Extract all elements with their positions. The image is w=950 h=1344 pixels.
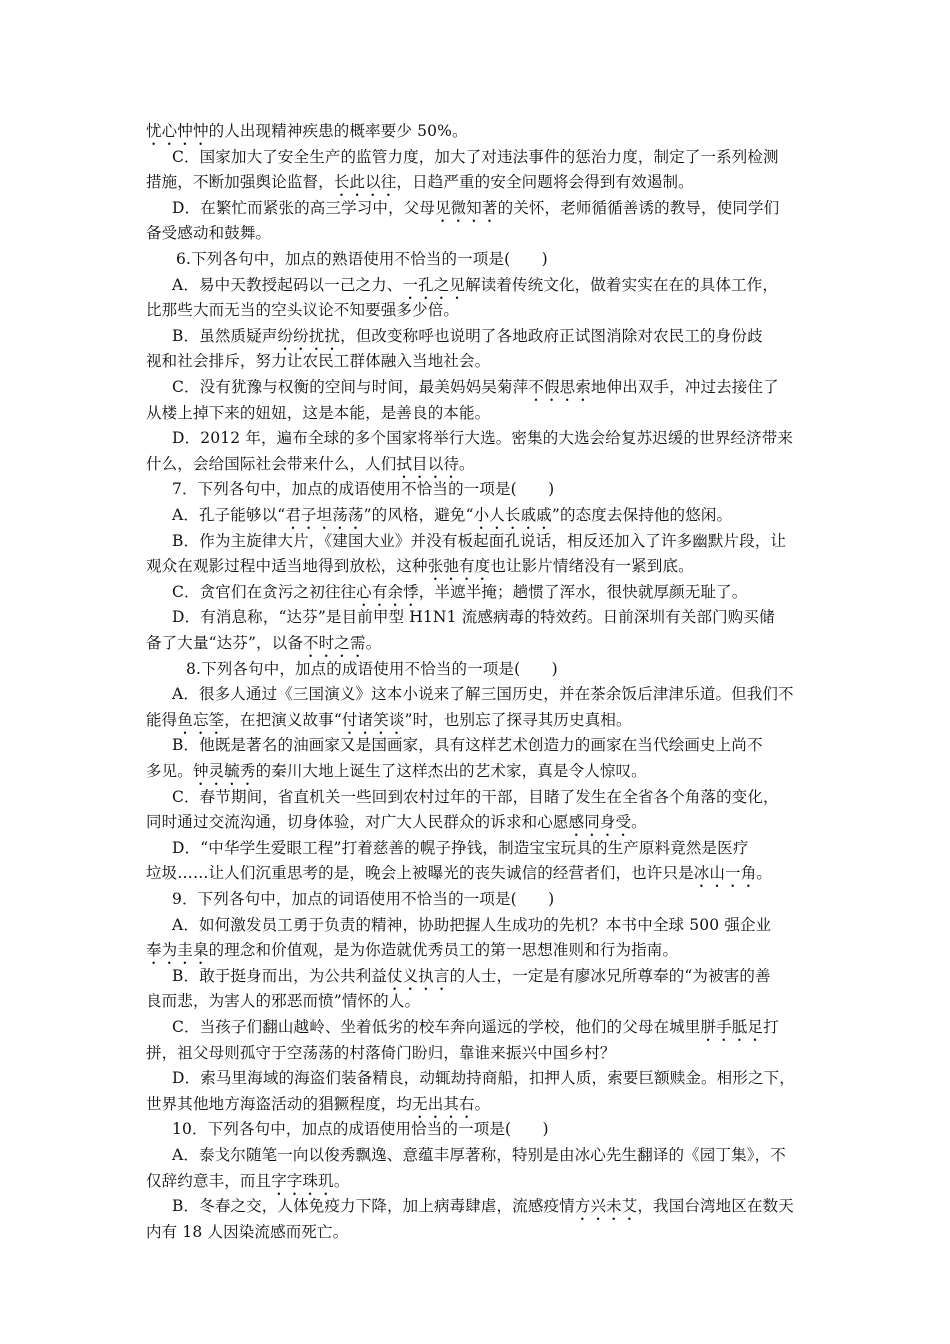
emphasized-phrase: 奉为圭臬 (146, 941, 209, 959)
text-line (146, 684, 794, 704)
text-run: 从楼上掉下来的妞妞，这是本能，是善良的本能。 (146, 404, 491, 422)
text-run: ”的风格，避免“ (363, 506, 474, 524)
text-run: C．国家加大了安全生产的监管力度，加大了对违法事件的惩治力度，制定了一系列检测 (172, 148, 779, 166)
text-run: C．当孩子们翻山越岭、坐着低劣的校车奔向遥远的学校，他们的父母在城里 (172, 1018, 701, 1036)
text-run: 。 (365, 634, 382, 652)
text-line (146, 531, 786, 551)
text-run: ”的态度去保持他的悠闲。 (551, 506, 733, 524)
text-line (146, 147, 779, 167)
text-line (146, 326, 763, 354)
text-run: 拼，祖父母则孤守于空荡荡的村落倚门盼归，靠谁来振兴中国乡村？ (146, 1044, 616, 1062)
text-run: 仅辞约意丰，而且 (146, 1172, 272, 1190)
text-run: A．很多人通过《三国演义》这本小说来了解三国历史，并在茶余饭后津津乐道。但我们不 (172, 685, 794, 703)
text-line (146, 505, 732, 533)
text-run: 良而悲，为害人的邪恶而愤”情怀的人。 (146, 992, 421, 1010)
text-line (146, 1196, 794, 1224)
text-run: 比那些大而无当的空头议论不知要强多少倍。 (146, 301, 460, 319)
text-line (146, 787, 779, 807)
emphasized-phrase: 字字珠玑 (271, 1172, 334, 1190)
text-line (146, 1145, 786, 1165)
text-line (146, 556, 694, 584)
text-run: ，在把演义故事“ (224, 711, 342, 729)
text-run: 垃圾……让人们沉重思考的是，晚会上被曝光的丧失诚信的经营者们，也许只是 (146, 864, 694, 882)
text-run: 能得 (146, 711, 178, 729)
text-line (146, 1068, 795, 1088)
text-line (146, 735, 763, 755)
text-run: B．敢于挺身而出，为公共利益 (172, 967, 387, 985)
text-run: 。 (631, 813, 647, 831)
text-run: 打 (763, 1018, 779, 1036)
text-run: 什么，会给国际社会带来什么，人们 (146, 455, 397, 473)
text-run: A．易中天教授起码以一己之力、 (172, 276, 403, 294)
text-run: A．泰戈尔随笔一向以俊秀飘逸、意蕴丰厚著称，特别是由冰心先生翻译的《园丁集》，不 (172, 1146, 786, 1164)
text-run: A．孔子能够以“ (172, 506, 286, 524)
text-line (146, 1171, 349, 1199)
emphasized-phrase: 君子坦荡荡 (285, 506, 364, 524)
emphasized-phrase: 长此以往 (333, 173, 397, 191)
text-run: 多见。 (146, 762, 193, 780)
text-run: B．虽然质疑声 (172, 327, 278, 345)
text-run: 。 (474, 1095, 491, 1113)
emphasized-phrase: 感同身受 (568, 813, 632, 831)
text-line (146, 838, 748, 858)
text-run: D．在繁忙而紧张的高三学习中，父母 (172, 199, 435, 217)
text-run: ，半遮半掩；趟惯了浑水，很快就厚颜无耻了。 (418, 583, 748, 601)
text-run: 。 (756, 864, 773, 882)
text-line (146, 275, 778, 303)
text-line (146, 940, 678, 968)
text-line (146, 1017, 779, 1045)
text-run: B．作为主旋律大片，《建国大业》并没有板起面孔说话，相反还加入了许多幽默片段，让 (172, 532, 787, 550)
emphasized-phrase: 小人长戚戚 (473, 506, 552, 524)
text-line (146, 351, 490, 371)
text-line (146, 1043, 616, 1063)
text-run: 的理念和价值观，是为你造就优秀员工的第一思想准则和行为指南。 (208, 941, 679, 959)
text-run: 同时通过交流沟通，切身体验，对广大人民群众的诉求和心愿 (146, 813, 569, 831)
text-line (146, 633, 381, 661)
text-run: 解读着传统文化，做着实实在在的具体工作， (465, 276, 779, 294)
text-line (146, 582, 747, 610)
text-line (146, 761, 647, 789)
text-run: D．索马里海域的海盗们装备精良，动辄劫持商船，扣押人质，索要巨额赎金。相形之下， (172, 1069, 795, 1087)
text-run: D．有消息称，“达芬”是目前甲型 H1N1 流感病毒的特效药。日前深圳有关部门购买储 (172, 608, 775, 626)
text-line (146, 863, 772, 891)
text-line (146, 1222, 348, 1242)
text-run: 备受感动和鼓舞。 (146, 224, 272, 242)
text-line (146, 198, 779, 226)
text-line (146, 915, 771, 935)
text-run: D．“中华学生爱眼工程”打着慈善的幌子挣钱，制造宝宝玩具的生产原料竟然是医疗 (172, 839, 749, 857)
text-line (146, 428, 793, 448)
text-line (146, 991, 420, 1011)
emphasized-phrase: 不假思索 (528, 378, 591, 396)
emphasized-phrase: 鱼忘筌 (177, 711, 225, 729)
text-line (146, 454, 475, 482)
text-run: 。 (333, 1172, 350, 1190)
text-run: 8.下列各句中，加点的成语使用不恰当的一项是( ) (186, 660, 558, 678)
emphasized-phrase: 忧心忡忡 (146, 122, 209, 140)
text-run: B．冬春之交，人体免疫力下降，加上病毒肆虐，流感疫情 (172, 1197, 575, 1215)
text-run: ，我国台湾地区在数天 (637, 1197, 794, 1215)
text-run: 内有 18 人因染流感而死亡。 (146, 1223, 349, 1241)
text-run: D．2012 年，遍布全球的多个国家将举行大选。密集的大选会给复苏迟缓的世界经济带来 (172, 429, 794, 447)
text-run: 观众在观影过程中适当地得到放松，这种 (146, 557, 428, 575)
emphasized-phrase: 张弛有度 (427, 557, 491, 575)
text-run: A．如何激发员工勇于负责的精神，协助把握人生成功的先机？本书中全球 500 强企业 (172, 916, 772, 934)
emphasized-phrase: 拭目以待 (396, 455, 460, 473)
text-line (146, 249, 548, 269)
text-line (146, 1119, 549, 1139)
emphasized-phrase: 胼手胝足 (700, 1018, 764, 1036)
text-line (146, 889, 554, 909)
emphasized-phrase: 不时之需 (303, 634, 366, 652)
text-run: C．春节期间，省直机关一些回到农村过年的干部，目睹了发生在全省各个角落的变化， (172, 788, 779, 806)
emphasized-phrase: 钟灵毓秀 (192, 762, 256, 780)
text-line (146, 479, 554, 499)
emphasized-phrase: 纷纷扰扰 (277, 327, 341, 345)
text-run: C．贪官们在贪污之初往往 (172, 583, 357, 601)
emphasized-phrase: 心有余悸 (356, 583, 419, 601)
text-line (146, 659, 558, 679)
text-run: 也让影片情绪没有一紧到底。 (490, 557, 694, 575)
text-run: ”时，也别忘了探寻其历史真相。 (404, 711, 632, 729)
text-run: 的关怀，老师循循善诱的教导，使同学们 (497, 199, 780, 217)
emphasized-phrase: 冰山一角 (693, 864, 757, 882)
text-line (146, 377, 779, 405)
text-line (146, 1094, 490, 1122)
text-run: B．他既是著名的油画家又是国画家，具有这样艺术创造力的画家在当代绘画史上尚不 (172, 736, 763, 754)
text-line (146, 172, 694, 200)
text-run: 7．下列各句中，加点的成语使用不恰当的一项是( ) (172, 480, 555, 498)
text-line (146, 121, 468, 149)
text-run: C．没有犹豫与权衡的空间与时间，最美妈妈吴菊萍 (172, 378, 529, 396)
emphasized-phrase: 付诸笑谈 (341, 711, 405, 729)
text-run: 9．下列各句中，加点的词语使用不恰当的一项是( ) (172, 890, 555, 908)
emphasized-phrase: 无出其右 (412, 1095, 475, 1113)
text-run: 的人士，一定是有廖冰兄所尊奉的“为被害的善 (449, 967, 771, 985)
text-run: 的秦川大地上诞生了这样杰出的艺术家，真是令人惊叹。 (255, 762, 647, 780)
text-run: 。 (459, 455, 475, 473)
text-run: 备了大量“达芬”，以备 (146, 634, 303, 652)
text-run: 的人出现精神疾患的概率要少 50%。 (208, 122, 468, 140)
text-run: ，日趋严重的安全问题将会得到有效遏制。 (396, 173, 694, 191)
text-line (146, 710, 632, 738)
text-line (146, 223, 271, 243)
text-run: 6.下列各句中，加点的熟语使用不恰当的一项是( ) (176, 250, 548, 268)
text-line (146, 607, 775, 627)
text-run: 世界其他地方海盗活动的猖獗程度，均 (146, 1095, 413, 1113)
text-line (146, 812, 647, 840)
emphasized-phrase: 仗义执言 (387, 967, 450, 985)
text-run: 视和社会排斥，努力让农民工群体融入当地社会。 (146, 352, 491, 370)
text-line (146, 403, 490, 423)
emphasized-phrase: 见微知著 (434, 199, 498, 217)
text-line (146, 300, 459, 320)
text-line (146, 966, 771, 994)
text-run: 10．下列各句中，加点的成语使用恰当的一项是( ) (172, 1120, 549, 1138)
text-run: 措施，不断加强舆论监督， (146, 173, 334, 191)
emphasized-phrase: 方兴未艾 (574, 1197, 638, 1215)
text-run: ，但改变称呼也说明了各地政府正试图消除对农民工的身份歧 (340, 327, 763, 345)
text-run: 地伸出双手，冲过去接住了 (590, 378, 779, 396)
emphasized-phrase: 一孔之见 (402, 276, 466, 294)
